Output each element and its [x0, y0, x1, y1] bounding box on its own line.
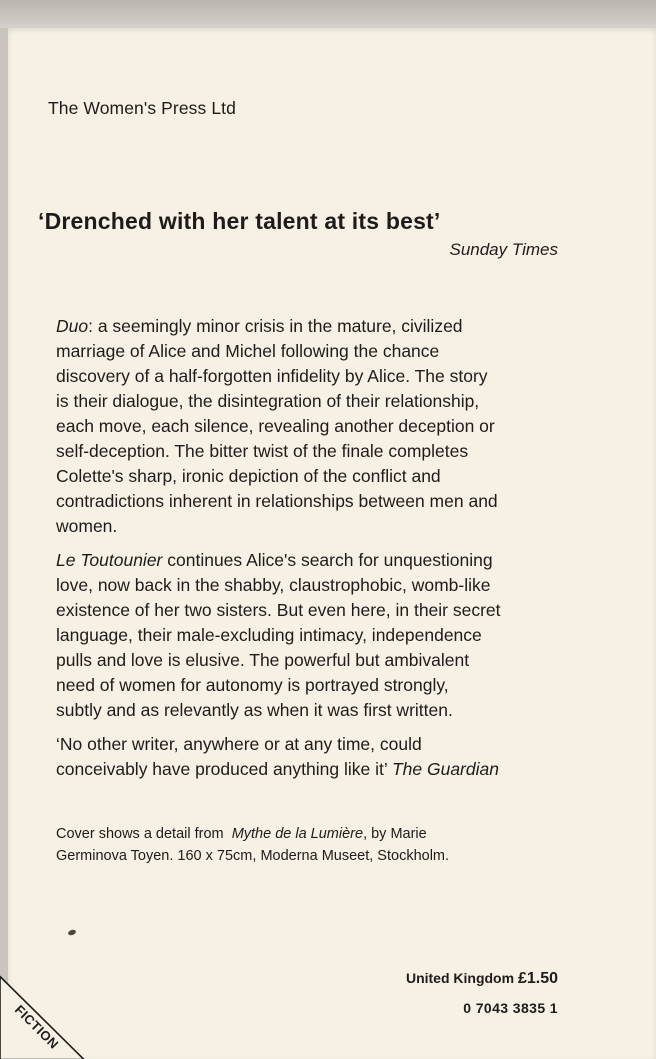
text-line: pulls and love is elusive. The powerful but ambivalent [56, 650, 470, 670]
price-label: United Kingdom [405, 970, 518, 986]
book-title-toutounier: Le Toutounier [56, 550, 163, 570]
text-line: Germinova Toyen. 160 x 75cm, Moderna Museet, Stockholm. [56, 848, 450, 864]
text-line: subtly and as relevantly as when it was first written. [56, 700, 453, 720]
book-top-edge [0, 0, 656, 28]
corner-label: FICTION [11, 1002, 62, 1052]
text-line [56, 548, 576, 573]
text-line [56, 823, 449, 845]
cover-caption [56, 823, 449, 867]
fiction-corner-graphic [0, 960, 100, 1059]
headline-quote: ‘Drenched with her talent at its best’ [38, 208, 441, 234]
text-fragment: continues Alice's search for unquestioning [162, 550, 493, 570]
book-title-duo: Duo [56, 316, 89, 336]
isbn: 0 7043 3835 1 [463, 1000, 558, 1016]
text-line: each move, each silence, revealing another deception or [56, 416, 495, 436]
price [406, 970, 558, 988]
text-line: existence of her two sisters. But even here, in their secret [56, 600, 501, 620]
blurb [56, 314, 576, 791]
text-line: discovery of a half-forgotten infidelity by Alice. The story [56, 366, 488, 386]
publisher-name: The Women's Press Ltd [48, 98, 236, 118]
text-line: language, their male-excluding intimacy, independence [56, 625, 482, 645]
quote-source-guardian: The Guardian [391, 759, 499, 779]
corner-triangle [0, 977, 84, 1059]
text-line: contradictions inherent in relationships between men and [56, 491, 498, 511]
text-line: love, now back in the shabby, claustrophobic, womb-like [56, 575, 491, 595]
text-line: self-deception. The bitter twist of the finale completes [56, 441, 469, 461]
text-fragment: Cover shows a detail from [56, 826, 232, 842]
text-fragment: conceivably have produced anything like it’ [56, 759, 392, 779]
blurb-paragraph-guardian-quote [56, 732, 576, 782]
text-line: need of women for autonomy is portrayed strongly, [56, 675, 449, 695]
blurb-paragraph-duo [56, 314, 576, 539]
text-line [56, 314, 576, 339]
text-fragment: : a seemingly minor crisis in the mature, civilized [88, 316, 463, 336]
text-line: women. [56, 516, 118, 536]
price-amount: £1.50 [517, 970, 558, 987]
artwork-title: Mythe de la Lumière [231, 826, 364, 842]
text-line: Colette's sharp, ironic depiction of the conflict and [56, 466, 441, 486]
headline-source: Sunday Times [449, 240, 558, 259]
text-line: ‘No other writer, anywhere or at any time, could [56, 734, 422, 754]
fiction-corner-badge [0, 960, 100, 1059]
text-line: is their dialogue, the disintegration of their relationship, [56, 391, 480, 411]
blurb-paragraph-toutounier [56, 548, 576, 723]
text-line [56, 757, 576, 782]
text-fragment: , by Marie [363, 826, 427, 842]
text-line: marriage of Alice and Michel following the chance [56, 341, 440, 361]
